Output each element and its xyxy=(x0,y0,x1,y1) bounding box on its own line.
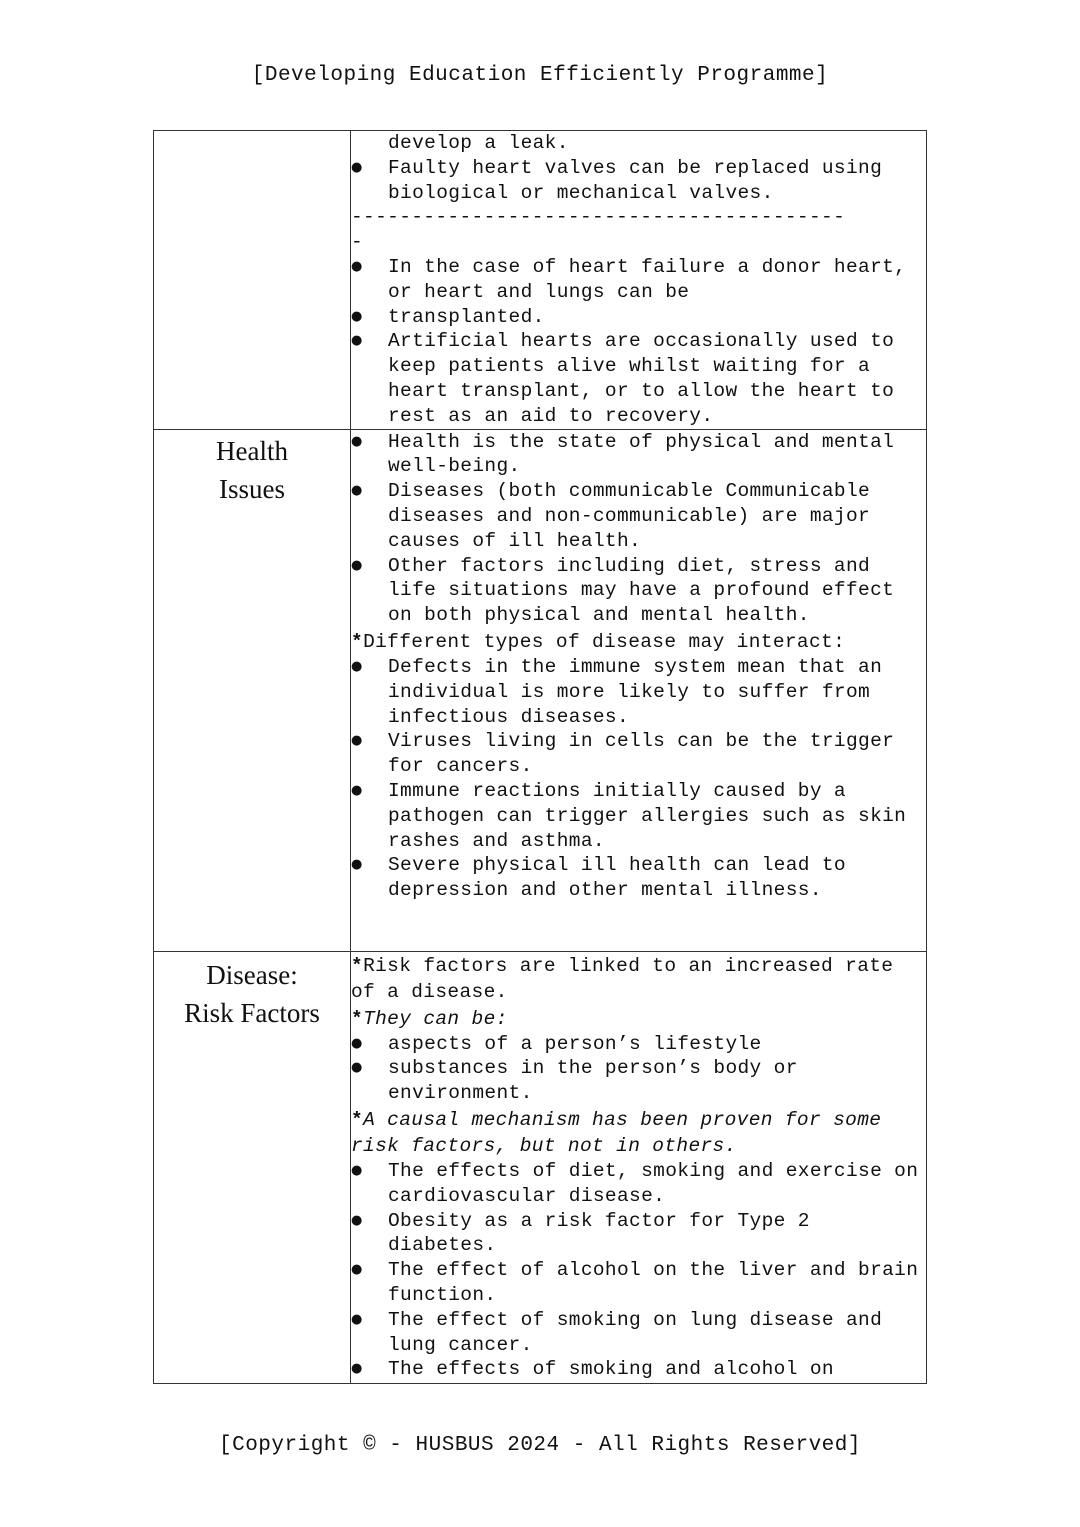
list-item: ● Severe physical ill health can lead to depression and other mental illness. xyxy=(351,853,926,903)
note-line xyxy=(351,953,926,1005)
list-item: ● Viruses living in cells can be the trigger for cancers. xyxy=(351,729,926,779)
table-row xyxy=(154,951,927,1383)
note-line xyxy=(351,629,926,655)
topic-line: Issues xyxy=(219,473,285,504)
list-item: ● Health is the state of physical and mental well-being. xyxy=(351,430,926,480)
asterisk-icon: * xyxy=(351,1007,364,1030)
list-item: ● The effect of alcohol on the liver and brain function. xyxy=(351,1258,926,1308)
page-header: [Developing Education Efficiently Programme] xyxy=(251,64,829,87)
table-row xyxy=(154,429,927,951)
list-item: ● In the case of heart failure a donor heart, or heart and lungs can be xyxy=(351,255,926,305)
list-item: ● aspects of a person’s lifestyle xyxy=(351,1032,926,1057)
note-line xyxy=(351,1006,926,1032)
content-cell xyxy=(351,429,927,951)
asterisk-icon: * xyxy=(351,630,364,653)
topic-title xyxy=(154,430,350,508)
list-item: ● The effects of diet, smoking and exercise on cardiovascular disease. xyxy=(351,1159,926,1209)
bullet-list xyxy=(351,430,926,628)
asterisk-icon: * xyxy=(351,954,364,977)
list-item: ● Immune reactions initially caused by a pathogen can trigger allergies such as skin rashes and asthma. xyxy=(351,779,926,853)
bullet-list xyxy=(351,1159,926,1382)
list-item: ● Defects in the immune system mean that an individual is more likely to suffer from infectious diseases. xyxy=(351,655,926,729)
list-item: ● Diseases (both communicable Communicable diseases and non-communicable) are major causes of ill health. xyxy=(351,479,926,553)
note-text: Different types of disease may interact: xyxy=(363,630,846,653)
content-cell xyxy=(351,951,927,1383)
page-footer: [Copyright © - HUSBUS 2024 - All Rights Reserved] xyxy=(218,1434,861,1457)
list-item: ● transplanted. xyxy=(351,305,926,330)
note-text: A causal mechanism has been proven for some risk factors, but not in others. xyxy=(351,1108,882,1157)
asterisk-icon: * xyxy=(351,1108,364,1131)
note-text: Risk factors are linked to an increased rate of a disease. xyxy=(351,954,894,1003)
topic-cell-empty xyxy=(154,131,351,430)
bullet-list xyxy=(351,156,926,206)
list-item: ● Artificial hearts are occasionally used to keep patients alive whilst waiting for a heart transplant, or to allow the heart to rest as an aid to recovery. xyxy=(351,329,926,428)
bullet-list xyxy=(351,255,926,429)
content-cell xyxy=(351,131,927,430)
notes-table xyxy=(153,130,927,1384)
topic-line: Disease: xyxy=(206,959,298,990)
bullet-list xyxy=(351,1032,926,1106)
list-item: ● Obesity as a risk factor for Type 2 diabetes. xyxy=(351,1209,926,1259)
note-line xyxy=(351,1107,926,1159)
table-row xyxy=(154,131,927,430)
bullet-list xyxy=(351,655,926,903)
topic-cell xyxy=(154,951,351,1383)
continuation-text: develop a leak. xyxy=(388,132,569,154)
list-item: ● Other factors including diet, stress and life situations may have a profound effect on both physical and mental health. xyxy=(351,554,926,628)
list-item: ● Faulty heart valves can be replaced using biological or mechanical valves. xyxy=(351,156,926,206)
dashed-divider: ----------------------------------------- xyxy=(351,206,846,229)
dashed-divider-tail: - xyxy=(351,231,364,254)
list-item: ● The effect of smoking on lung disease and lung cancer. xyxy=(351,1308,926,1358)
topic-title xyxy=(154,952,350,1032)
topic-line: Risk Factors xyxy=(184,997,320,1028)
topic-line: Health xyxy=(216,435,288,466)
note-text: They can be: xyxy=(363,1007,508,1030)
topic-cell xyxy=(154,429,351,951)
list-item: ● substances in the person’s body or environment. xyxy=(351,1056,926,1106)
list-item: ● The effects of smoking and alcohol on xyxy=(351,1357,926,1382)
